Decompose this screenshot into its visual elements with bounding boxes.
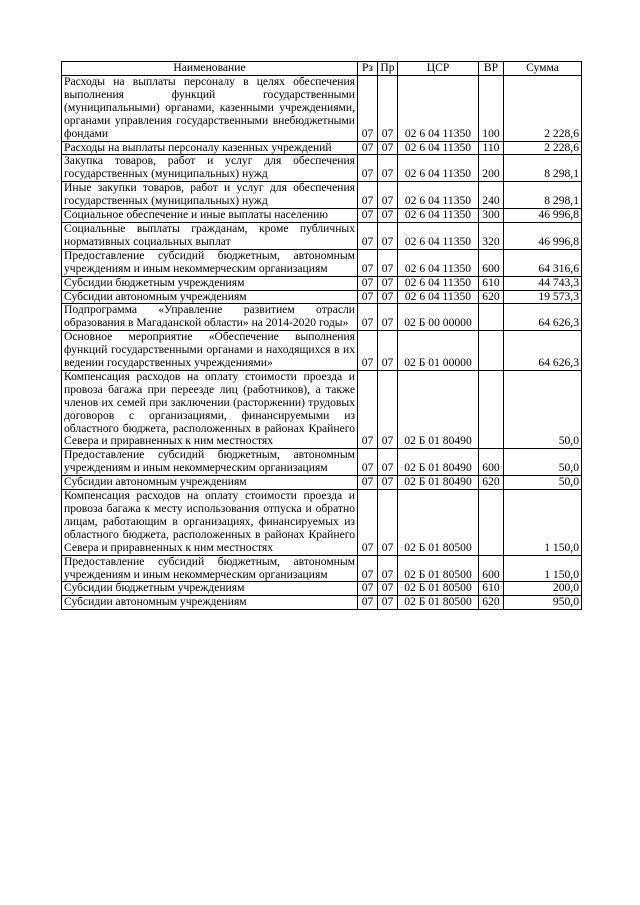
cell-vr [479,490,504,556]
cell-csr: 02 6 04 11350 [398,182,479,209]
cell-csr: 02 6 04 11350 [398,222,479,249]
cell-csr: 02 Б 00 00000 [398,304,479,331]
cell-name: Предоставление субсидий бюджетным, автономным учреждениям и иным некоммерческим организациям [62,449,358,476]
cell-pr: 07 [378,582,398,596]
table-row [62,449,582,476]
table-row [62,222,582,249]
cell-name: Компенсация расходов на оплату стоимости проезда и провоза багажа к месту использования отпуска и обратно лицам, работающим в организациях, финансируемых из областного бюджета, расположенных в районах Крайнего Севера и приравненных к ним местностях [62,490,358,556]
cell-name: Расходы на выплаты персоналу в целях обеспечения выполнения функций государственными (муниципальными) органами, казенными учреждениями, органами управления государственными внебюджетными фондами [62,76,358,142]
cell-rz: 07 [358,155,378,182]
header-vr: ВР [479,62,504,76]
cell-vr: 200 [479,155,504,182]
cell-vr: 100 [479,76,504,142]
cell-name: Субсидии автономным учреждениям [62,290,358,304]
cell-vr [479,304,504,331]
header-name: Наименование [62,62,358,76]
cell-csr: 02 Б 01 80500 [398,490,479,556]
cell-sum: 2 228,6 [504,76,582,142]
cell-name: Субсидии автономным учреждениям [62,476,358,490]
table-row [62,249,582,276]
cell-pr: 07 [378,141,398,155]
cell-sum: 1 150,0 [504,555,582,582]
cell-name: Расходы на выплаты персоналу казенных учреждений [62,141,358,155]
cell-rz: 07 [358,476,378,490]
cell-rz: 07 [358,209,378,223]
cell-pr: 07 [378,182,398,209]
cell-vr: 610 [479,276,504,290]
header-pr: Пр [378,62,398,76]
header-csr: ЦСР [398,62,479,76]
cell-rz: 07 [358,290,378,304]
cell-rz: 07 [358,555,378,582]
cell-pr: 07 [378,222,398,249]
cell-csr: 02 Б 01 80500 [398,596,479,610]
table-row [62,370,582,448]
cell-name: Компенсация расходов на оплату стоимости проезда и провоза багажа при переезде лиц (работников), а также членов их семей при заключении (расторжении) трудовых договоров с организациями, финансируемыми из областного бюджета, расположенных в районах Крайнего Севера и приравненных к ним местностях [62,370,358,448]
cell-csr: 02 6 04 11350 [398,155,479,182]
table-row [62,209,582,223]
cell-pr: 07 [378,331,398,371]
cell-pr: 07 [378,249,398,276]
cell-sum: 950,0 [504,596,582,610]
cell-vr: 600 [479,555,504,582]
cell-name: Социальное обеспечение и иные выплаты населению [62,209,358,223]
cell-rz: 07 [358,276,378,290]
cell-pr: 07 [378,304,398,331]
budget-table [61,61,582,610]
cell-csr: 02 Б 01 80490 [398,370,479,448]
cell-rz: 07 [358,76,378,142]
cell-vr: 620 [479,290,504,304]
header-rz: Рз [358,62,378,76]
cell-name: Предоставление субсидий бюджетным, автономным учреждениям и иным некоммерческим организациям [62,249,358,276]
cell-sum: 46 996,8 [504,209,582,223]
header-sum: Сумма [504,62,582,76]
cell-sum: 50,0 [504,476,582,490]
cell-name: Субсидии бюджетным учреждениям [62,582,358,596]
table-row [62,331,582,371]
cell-name: Закупка товаров, работ и услуг для обеспечения государственных (муниципальных) нужд [62,155,358,182]
cell-vr: 600 [479,249,504,276]
cell-pr: 07 [378,555,398,582]
cell-name: Иные закупки товаров, работ и услуг для обеспечения государственных (муниципальных) нужд [62,182,358,209]
table-row [62,490,582,556]
cell-name: Социальные выплаты гражданам, кроме публичных нормативных социальных выплат [62,222,358,249]
cell-sum: 1 150,0 [504,490,582,556]
table-row [62,182,582,209]
cell-pr: 07 [378,155,398,182]
cell-pr: 07 [378,209,398,223]
cell-sum: 8 298,1 [504,182,582,209]
table-row [62,555,582,582]
cell-pr: 07 [378,276,398,290]
cell-sum: 44 743,3 [504,276,582,290]
cell-pr: 07 [378,370,398,448]
cell-csr: 02 6 04 11350 [398,276,479,290]
cell-rz: 07 [358,370,378,448]
cell-sum: 2 228,6 [504,141,582,155]
header-row [62,62,582,76]
cell-name: Субсидии бюджетным учреждениям [62,276,358,290]
cell-vr [479,331,504,371]
cell-csr: 02 Б 01 00000 [398,331,479,371]
cell-csr: 02 6 04 11350 [398,290,479,304]
cell-rz: 07 [358,141,378,155]
cell-sum: 200,0 [504,582,582,596]
cell-csr: 02 6 04 11350 [398,209,479,223]
table-row [62,155,582,182]
cell-vr: 620 [479,476,504,490]
cell-sum: 8 298,1 [504,155,582,182]
cell-csr: 02 Б 01 80500 [398,582,479,596]
table-row [62,304,582,331]
table-row [62,290,582,304]
cell-csr: 02 Б 01 80490 [398,449,479,476]
cell-sum: 50,0 [504,370,582,448]
cell-rz: 07 [358,596,378,610]
cell-vr: 320 [479,222,504,249]
table-row [62,276,582,290]
table-row [62,582,582,596]
cell-pr: 07 [378,76,398,142]
cell-vr: 240 [479,182,504,209]
table-row [62,476,582,490]
cell-vr: 620 [479,596,504,610]
cell-sum: 50,0 [504,449,582,476]
cell-sum: 46 996,8 [504,222,582,249]
table-row [62,76,582,142]
cell-vr [479,370,504,448]
cell-rz: 07 [358,582,378,596]
table-row [62,141,582,155]
cell-csr: 02 Б 01 80490 [398,476,479,490]
cell-sum: 19 573,3 [504,290,582,304]
cell-vr: 300 [479,209,504,223]
cell-rz: 07 [358,331,378,371]
cell-pr: 07 [378,290,398,304]
cell-name: Предоставление субсидий бюджетным, автономным учреждениям и иным некоммерческим организациям [62,555,358,582]
cell-name: Основное мероприятие «Обеспечение выполнения функций государственными органами и находящихся в их ведении государственных учреждениями» [62,331,358,371]
cell-pr: 07 [378,596,398,610]
table-row [62,596,582,610]
cell-pr: 07 [378,476,398,490]
cell-pr: 07 [378,449,398,476]
cell-rz: 07 [358,222,378,249]
cell-rz: 07 [358,182,378,209]
cell-csr: 02 6 04 11350 [398,249,479,276]
cell-csr: 02 6 04 11350 [398,76,479,142]
cell-csr: 02 Б 01 80500 [398,555,479,582]
cell-vr: 600 [479,449,504,476]
cell-sum: 64 626,3 [504,304,582,331]
cell-pr: 07 [378,490,398,556]
cell-vr: 610 [479,582,504,596]
cell-rz: 07 [358,249,378,276]
cell-rz: 07 [358,490,378,556]
cell-name: Субсидии автономным учреждениям [62,596,358,610]
cell-name: Подпрограмма «Управление развитием отрасли образования в Магаданской области» на 2014-2020 годы» [62,304,358,331]
cell-rz: 07 [358,449,378,476]
cell-csr: 02 6 04 11350 [398,141,479,155]
cell-vr: 110 [479,141,504,155]
cell-sum: 64 316,6 [504,249,582,276]
cell-sum: 64 626,3 [504,331,582,371]
cell-rz: 07 [358,304,378,331]
